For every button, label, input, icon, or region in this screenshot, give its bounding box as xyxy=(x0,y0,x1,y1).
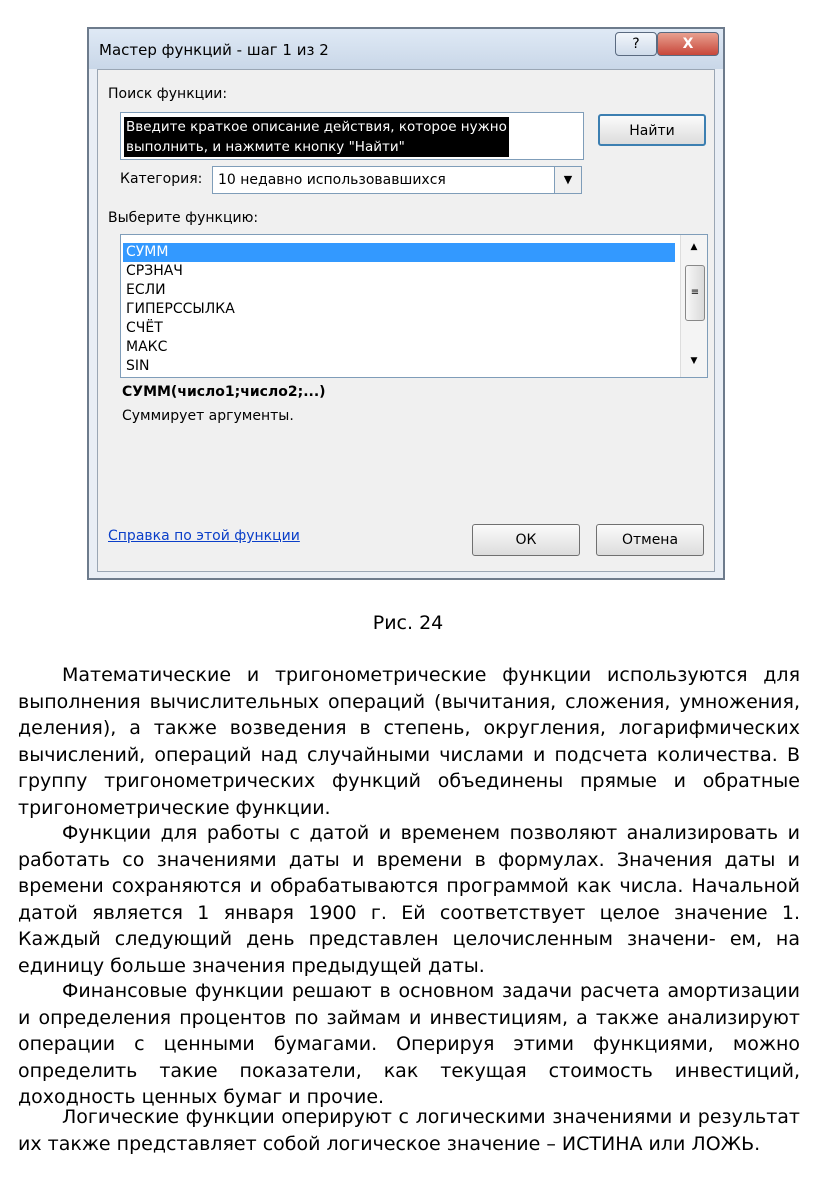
function-description: Суммирует аргументы. xyxy=(122,408,294,424)
function-signature: СУММ(число1;число2;...) xyxy=(122,384,326,400)
title-bar[interactable] xyxy=(89,29,723,69)
scroll-down-icon[interactable]: ▼ xyxy=(690,356,698,366)
search-label: Поиск функции: xyxy=(108,86,228,102)
find-button[interactable]: Найти xyxy=(598,114,706,146)
scrollbar-thumb[interactable]: ≡ xyxy=(685,265,705,321)
figure-caption: Рис. 24 xyxy=(372,612,444,634)
paragraph: Функции для работы с датой и временем позволяют анализировать и работать со значениями даты и времени в формулах. Значения даты и времени сохраняются и обрабатываются программой как числа. Начальной датой является 1 января 1900 г. Ей соответствует целое значение 1. Каждый следующий день представлен целочисленным значени- ем, на единицу больше значения предыдущей даты. xyxy=(18,822,800,977)
category-value: 10 недавно использовавшихся xyxy=(218,172,446,188)
list-item[interactable]: СУММ xyxy=(123,243,675,262)
function-wizard-dialog xyxy=(87,27,725,580)
list-item[interactable]: СЧЁТ xyxy=(126,320,163,336)
list-item[interactable]: СРЗНАЧ xyxy=(126,263,183,279)
chevron-down-icon[interactable]: ▼ xyxy=(554,167,581,193)
search-input[interactable] xyxy=(120,112,584,160)
dialog-title: Мастер функций - шаг 1 из 2 xyxy=(99,41,329,59)
search-input-text: Введите краткое описание действия, которое нужно выполнить, и нажмите кнопку "Найти" xyxy=(126,119,507,155)
list-item[interactable]: SIN xyxy=(126,358,150,374)
list-item[interactable]: ГИПЕРССЫЛКА xyxy=(126,301,235,317)
choose-function-label: Выберите функцию: xyxy=(108,210,259,226)
close-icon[interactable]: X xyxy=(657,32,719,56)
help-link[interactable]: Справка по этой функции xyxy=(108,528,300,544)
category-label: Категория: xyxy=(120,171,203,187)
list-item[interactable]: ЕСЛИ xyxy=(126,282,166,298)
paragraph: Финансовые функции решают в основном задачи расчета амортизации и определения процентов по займам и инвестициям, а также анализируют операции с ценными бумагами. Оперируя этими функциями, можно определить такие показатели, как текущая стоимость инвестиций, доходность ценных бумаг и прочие. xyxy=(18,980,800,1108)
paragraph: Логические функции оперируют с логическими значениями и результат их также представляет собой логическое значение – ИСТИНА или ЛОЖЬ. xyxy=(18,1106,800,1155)
scroll-up-icon[interactable]: ▲ xyxy=(690,242,698,252)
paragraph: Математические и тригонометрические функции используются для выполнения вычислительных операций (вычитания, сложения, умножения, деления), а также возведения в степень, округления, логарифмических вычислений, операций над случайными числами и подсчета количества. В группу тригонометрических функций объединены прямые и обратные тригонометрические функции. xyxy=(18,664,800,819)
list-item[interactable]: МАКС xyxy=(126,339,168,355)
help-icon[interactable]: ? xyxy=(615,32,657,56)
dialog-body xyxy=(97,69,715,572)
scrollbar[interactable] xyxy=(680,235,707,377)
function-list[interactable] xyxy=(120,234,708,378)
ok-button[interactable]: ОК xyxy=(472,524,580,556)
cancel-button[interactable]: Отмена xyxy=(596,524,704,556)
category-select[interactable] xyxy=(212,166,582,194)
